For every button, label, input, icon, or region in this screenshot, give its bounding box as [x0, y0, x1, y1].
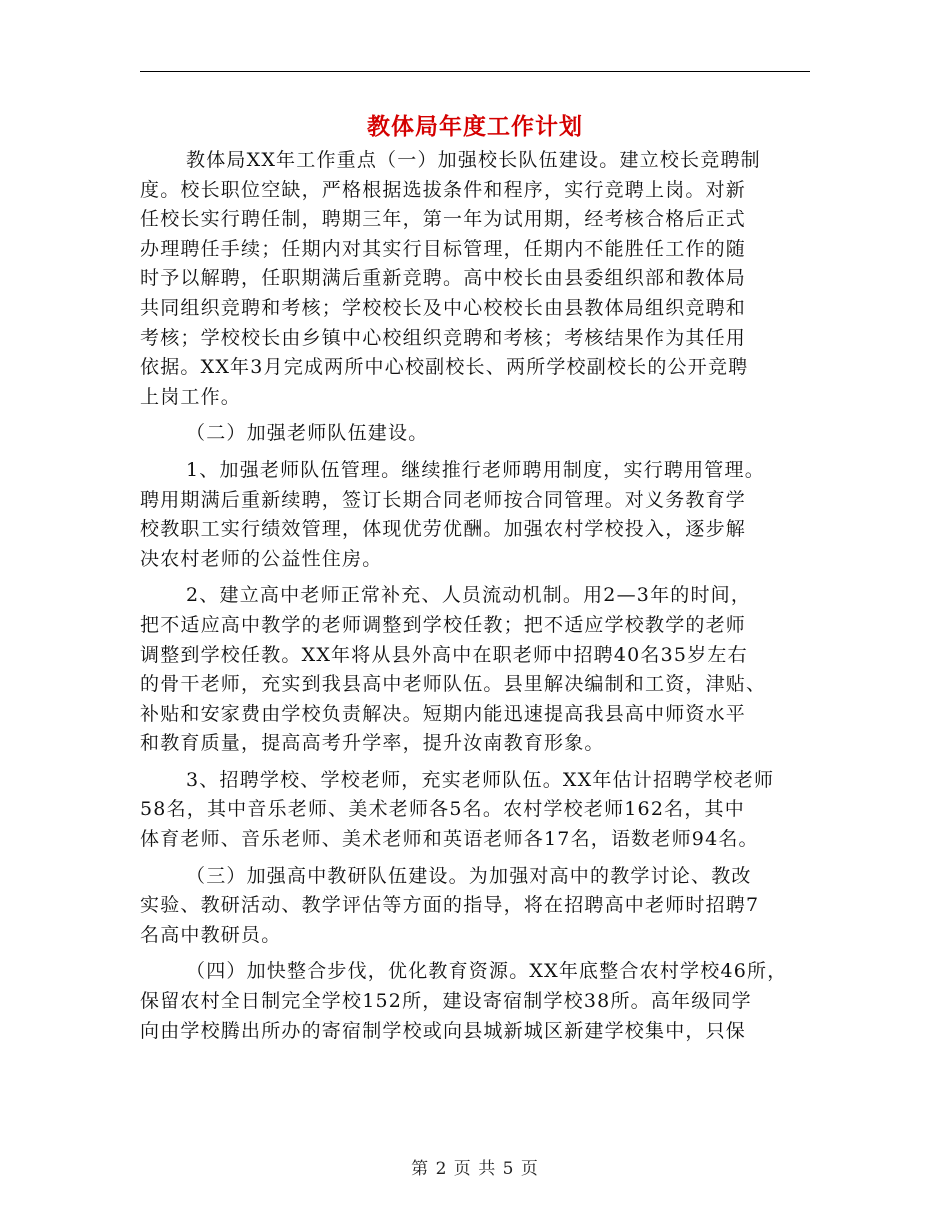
paragraph-line: 保留农村全日制完全学校152所，建设寄宿制学校38所。高年级同学 [140, 990, 752, 1013]
paragraph-line: 依据。XX年3月完成两所中心校副校长、两所学校副校长的公开竞聘 [140, 356, 749, 379]
paragraph-line: 58名，其中音乐老师、美术老师各5名。农村学校老师162名，其中 [140, 798, 745, 821]
paragraph-line: 补贴和安家费由学校负责解决。短期内能迅速提高我县高中师资水平 [140, 702, 747, 725]
paragraph-first-line: 3、招聘学校、学校老师，充实老师队伍。XX年估计招聘学校老师 [186, 768, 775, 791]
paragraph-line: 任校长实行聘任制，聘期三年，第一年为试用期，经考核合格后正式 [140, 208, 747, 231]
paragraph-gap [140, 950, 812, 957]
paragraph-gap [140, 574, 812, 581]
paragraph-line: 的骨干老师，充实到我县高中老师队伍。县里解决编制和工资，津贴、 [140, 673, 767, 696]
paragraph-line: 决农村老师的公益性住房。 [140, 547, 383, 570]
paragraph-line: 校教职工实行绩效管理，体现优劳优酬。加强农村学校投入，逐步解 [140, 518, 747, 541]
paragraph-first-line: （二）加强老师队伍建设。 [186, 422, 429, 445]
header-rule [140, 71, 810, 72]
paragraph-line: 体育老师、音乐老师、美术老师和英语老师各17名，语数老师94名。 [140, 828, 759, 851]
paragraph-line: 和教育质量，提高高考升学率，提升汝南教育形象。 [140, 732, 605, 755]
paragraph-line: 聘用期满后重新续聘，签订长期合同老师按合同管理。对义务教育学 [140, 488, 747, 511]
page-footer: 第 2 页 共 5 页 [411, 1159, 539, 1179]
paragraph-line: 时予以解聘，任职期满后重新竞聘。高中校长由县委组织部和教体局 [140, 267, 747, 290]
paragraph-gap [140, 759, 812, 766]
document-title: 教体局年度工作计划 [367, 114, 583, 140]
paragraph-first-line: （四）加快整合步伐，优化教育资源。XX年底整合农村学校46所， [186, 960, 788, 983]
document-body [140, 146, 812, 1046]
paragraph-line: 调整到学校任教。XX年将从县外高中在职老师中招聘40名35岁左右 [140, 643, 748, 666]
paragraph-line: 上岗工作。 [140, 385, 242, 408]
paragraph-line: 实验、教研活动、教学评估等方面的指导，将在招聘高中老师时招聘7 [140, 894, 760, 917]
paragraph-gap [140, 412, 812, 419]
paragraph-first-line: 教体局XX年工作重点（一）加强校长队伍建设。建立校长竞聘制 [186, 149, 761, 171]
paragraph-gap [140, 449, 812, 456]
paragraph-first-line: 1、加强老师队伍管理。继续推行老师聘用制度，实行聘用管理。 [186, 458, 765, 481]
paragraph-line: 办理聘任手续；任期内对其实行目标管理，任期内不能胜任工作的随 [140, 237, 747, 260]
paragraph-line: 向由学校腾出所办的寄宿制学校或向县城新城区新建学校集中，只保 [140, 1019, 747, 1042]
paragraph-first-line: 2、建立高中老师正常补充、人员流动机制。用2—3年的时间， [186, 584, 752, 607]
paragraph-line: 名高中教研员。 [140, 923, 282, 946]
paragraph-first-line: （三）加强高中教研队伍建设。为加强对高中的教学讨论、教改 [186, 864, 752, 887]
paragraph-line: 共同组织竞聘和考核；学校校长及中心校校长由县教体局组织竞聘和 [140, 296, 747, 319]
paragraph-line: 把不适应高中教学的老师调整到学校任教；把不适应学校教学的老师 [140, 613, 747, 636]
paragraph-line: 度。校长职位空缺，严格根据选拔条件和程序，实行竞聘上岗。对新 [140, 178, 747, 201]
paragraph-line: 考核；学校校长由乡镇中心校组织竞聘和考核；考核结果作为其任用 [140, 326, 747, 349]
paragraph-gap [140, 855, 812, 862]
